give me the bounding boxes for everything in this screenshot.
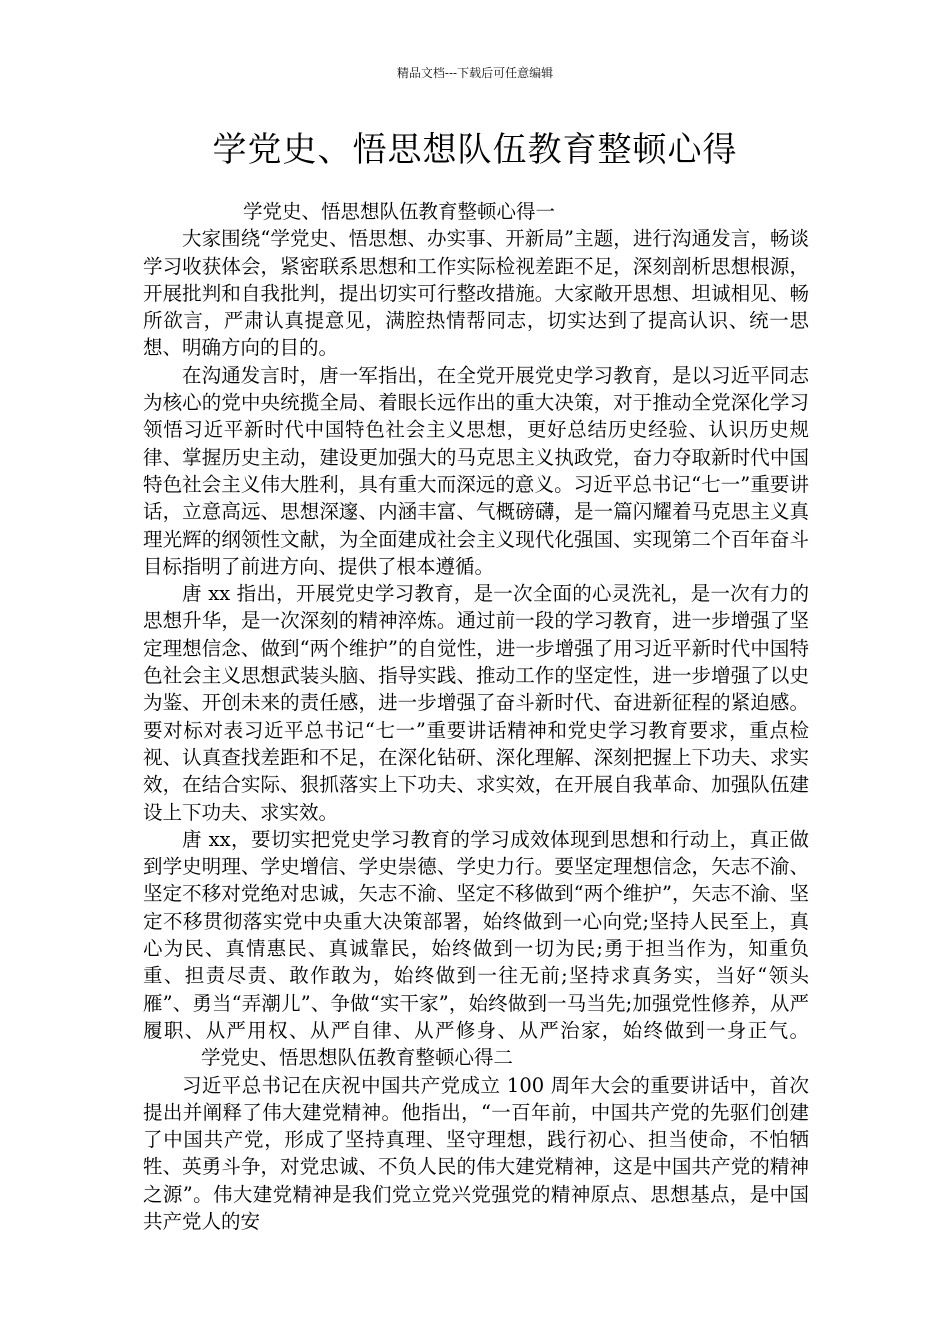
document-title: 学党史、悟思想队伍教育整顿心得 bbox=[212, 130, 738, 170]
paragraph-2: 在沟通发言时，唐一军指出，在全党开展党史学习教育，是以习近平同志为核心的党中央统揽全局、着眼长远作出的重大决策，对于推动全党深化学习领悟习近平新时代中国特色社会主义思想，更好总结历史经验、认识历史规律、掌握历史主动，建设更加强大的马克思主义执政党，奋力夺取新时代中国特色社会主义伟大胜利，具有重大而深远的意义。习近平总书记“七一”重要讲话，立意高远、思想深邃、内涵丰富、气概磅礴，是一篇闪耀着马克思主义真理光辉的纲领性文献，为全面建成社会主义现代化强国、实现第二个百年奋斗目标指明了前进方向、提供了根本遵循。 bbox=[143, 363, 809, 578]
paragraph-4-text: 唐 xx，要切实把党史学习教育的学习成效体现到思想和行动上，真正做到学史明理、学史增信、学史崇德、学史力行。要坚定理想信念，矢志不渝、坚定不移对党绝对忠诚，矢志不渝、坚定不移做到“两个维护”，矢志不渝、坚定不移贯彻落实党中央重大决策部署，始终做到一心向党;坚持人民至上，真心为民、真情惠民、真诚靠民，始终做到一切为民;勇于担当作为，知重负重、担责尽责、敢作敢为，始终做到一往无前;坚持求真务实，当好“领头雁”、勇当“弄潮儿”、争做“实干家”，始终做到一马当先;加强党性修养，从严履职、从严用权、从严自律、从严修身、从严治家，始终做到一身正气。 bbox=[143, 827, 809, 1042]
section-heading-1: 学党史、悟思想队伍教育整顿心得一 bbox=[243, 200, 556, 223]
paragraph-3: 唐 xx 指出，开展党史学习教育，是一次全面的心灵洗礼，是一次有力的思想升华，是一次深刻的精神淬炼。通过前一段的学习教育，进一步增强了坚定理想信念、做到“两个维护”的自觉性，进一步增强了用习近平新时代中国特色社会主义思想武装头脑、指导实践、推动工作的坚定性，进一步增强了以史为鉴、开创未来的责任感，进一步增强了奋斗新时代、奋进新征程的紧迫感。要对标对表习近平总书记“七一”重要讲话精神和党史学习教育要求，重点检视、认真查找差距和不足，在深化钻研、深化理解、深刻把握上下功夫、求实效，在结合实际、狠抓落实上下功夫、求实效，在开展自我革命、加强队伍建设上下功夫、求实效。 bbox=[143, 582, 809, 824]
paragraph-4 bbox=[143, 826, 809, 1072]
header-note: 精品文档---下载后可任意编辑 bbox=[396, 66, 554, 80]
paragraph-5: 习近平总书记在庆祝中国共产党成立 100 周年大会的重要讲话中，首次提出并阐释了伟大建党精神。他指出，“一百年前，中国共产党的先驱们创建了中国共产党，形成了坚持真理、坚守理想，践行初心、担当使命，不怕牺牲、英勇斗争，对党忠诚、不负人民的伟大建党精神，这是中国共产党的精神之源”。伟大建党精神是我们党立党兴党强党的精神原点、思想基点，是中国共产党人的安 bbox=[143, 1073, 809, 1233]
paragraph-1: 大家围绕“学党史、悟思想、办实事、开新局”主题，进行沟通发言，畅谈学习收获体会，紧密联系思想和工作实际检视差距不足，深刻剖析思想根源，开展批判和自我批判，提出切实可行整改措施。大家敞开思想、坦诚相见、畅所欲言，严肃认真提意见，满腔热情帮同志，切实达到了提高认识、统一思想、明确方向的目的。 bbox=[143, 227, 809, 360]
section-heading-2: 学党史、悟思想队伍教育整顿心得二 bbox=[201, 1046, 514, 1070]
document-body bbox=[143, 198, 809, 1235]
